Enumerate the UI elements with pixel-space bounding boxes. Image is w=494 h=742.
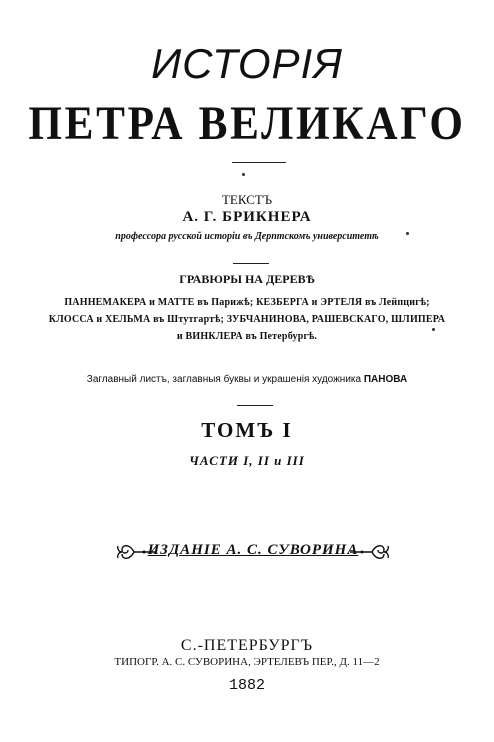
author-name: А. Г. БРИКНЕРА: [182, 209, 312, 225]
engravers-line-2: КЛОССА и ХЕЛЬМА въ Штутгартѣ; ЗУБЧАНИНОВА, РАШЕВСКАГО, ШЛИПЕРА: [48, 314, 446, 325]
imprint-city: С.-ПЕТЕРБУРГЪ: [180, 637, 314, 654]
ornament-right-icon: [348, 538, 392, 566]
engravers-line-1: ПАННЕМАКЕРА и МАТТЕ въ Парижѣ; КЕЗБЕРГА и ЭРТЕЛЯ въ Лейпцигѣ;: [64, 297, 430, 308]
engravers-line-3: и ВИНКЛЕРА въ Петербургѣ.: [176, 331, 318, 342]
publisher-name: ИЗДАНІЕ А. С. СУВОРИНА: [147, 542, 359, 558]
publisher-banner: [122, 538, 384, 566]
imprint-year: 1882: [228, 677, 265, 694]
volume-number: ТОМЪ I: [201, 418, 293, 442]
title-art-artist: ПАНОВА: [363, 374, 408, 385]
print-speck: [432, 328, 435, 331]
divider-rule-1: [232, 162, 286, 163]
divider-rule-2: [233, 263, 269, 264]
imprint-printer: ТИПОГР. А. С. СУВОРИНА, ЭРТЕЛЕВЪ ПЕР., Д. 11—2: [114, 656, 380, 668]
title-line-1: ИСТОРІЯ: [151, 40, 343, 87]
volume-parts: ЧАСТИ I, II и III: [189, 453, 305, 468]
print-speck: [406, 232, 409, 235]
engravings-label: ГРАВЮРЫ НА ДЕРЕВѢ: [179, 272, 315, 286]
title-art-text: Заглавный листъ, заглавныя буквы и украшенія художника: [86, 374, 364, 385]
author-position: профессора русской исторіи въ Дерптскомъ университетѣ: [115, 231, 379, 242]
title-line-2: ПЕТРА ВЕЛИКАГО: [28, 97, 466, 150]
title-art-credit: [0, 374, 494, 385]
print-speck: [242, 173, 245, 176]
divider-rule-3: [237, 405, 273, 406]
text-credit-label: ТЕКСТЪ: [221, 192, 273, 207]
